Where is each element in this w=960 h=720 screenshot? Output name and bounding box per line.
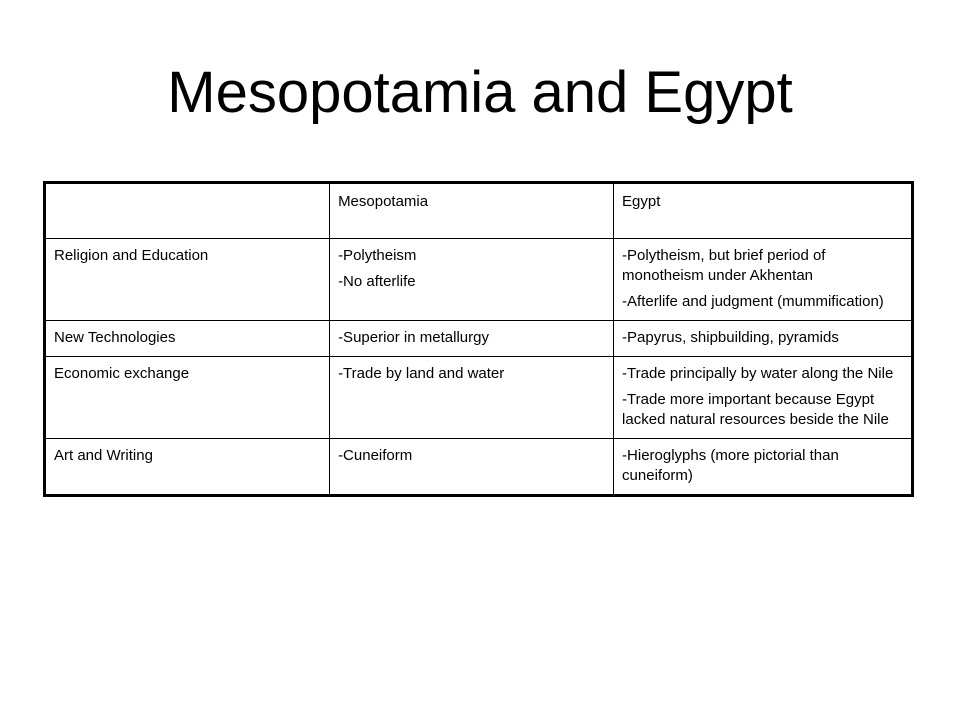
cell-line: -Papyrus, shipbuilding, pyramids <box>622 329 839 346</box>
table-row <box>45 439 913 496</box>
table-row <box>45 321 913 357</box>
header-cell-mesopotamia: Mesopotamia <box>330 183 614 239</box>
header-cell-egypt: Egypt <box>614 183 913 239</box>
table-row <box>45 357 913 439</box>
cell-line: -Afterlife and judgment (mummification) <box>622 293 884 310</box>
cell-line: -Superior in metallurgy <box>338 329 489 346</box>
cell-line: -Trade principally by water along the Nile <box>622 365 894 382</box>
header-cell-topic <box>45 183 330 239</box>
topic-cell: Religion and Education <box>45 239 330 321</box>
topic-cell: Economic exchange <box>45 357 330 439</box>
comparison-table <box>43 181 914 497</box>
cell-line: -Trade more important because Egypt lacked natural resources beside the Nile <box>622 391 889 428</box>
mesopotamia-cell <box>330 357 614 439</box>
cell-line: -Polytheism <box>338 247 417 264</box>
egypt-cell <box>614 357 913 439</box>
cell-line: -Hieroglyphs (more pictorial than cuneiform) <box>622 447 839 484</box>
egypt-cell <box>614 321 913 357</box>
table-row <box>45 239 913 321</box>
cell-line: -No afterlife <box>338 273 416 290</box>
topic-cell: New Technologies <box>45 321 330 357</box>
mesopotamia-cell <box>330 239 614 321</box>
cell-line: -Polytheism, but brief period of monotheism under Akhentan <box>622 247 826 284</box>
cell-line: -Cuneiform <box>338 447 413 464</box>
table-header-row <box>45 183 913 239</box>
mesopotamia-cell <box>330 439 614 496</box>
mesopotamia-cell <box>330 321 614 357</box>
egypt-cell <box>614 439 913 496</box>
topic-cell: Art and Writing <box>45 439 330 496</box>
egypt-cell <box>614 239 913 321</box>
slide-title: Mesopotamia and Egypt <box>167 60 793 125</box>
cell-line: -Trade by land and water <box>338 365 505 382</box>
